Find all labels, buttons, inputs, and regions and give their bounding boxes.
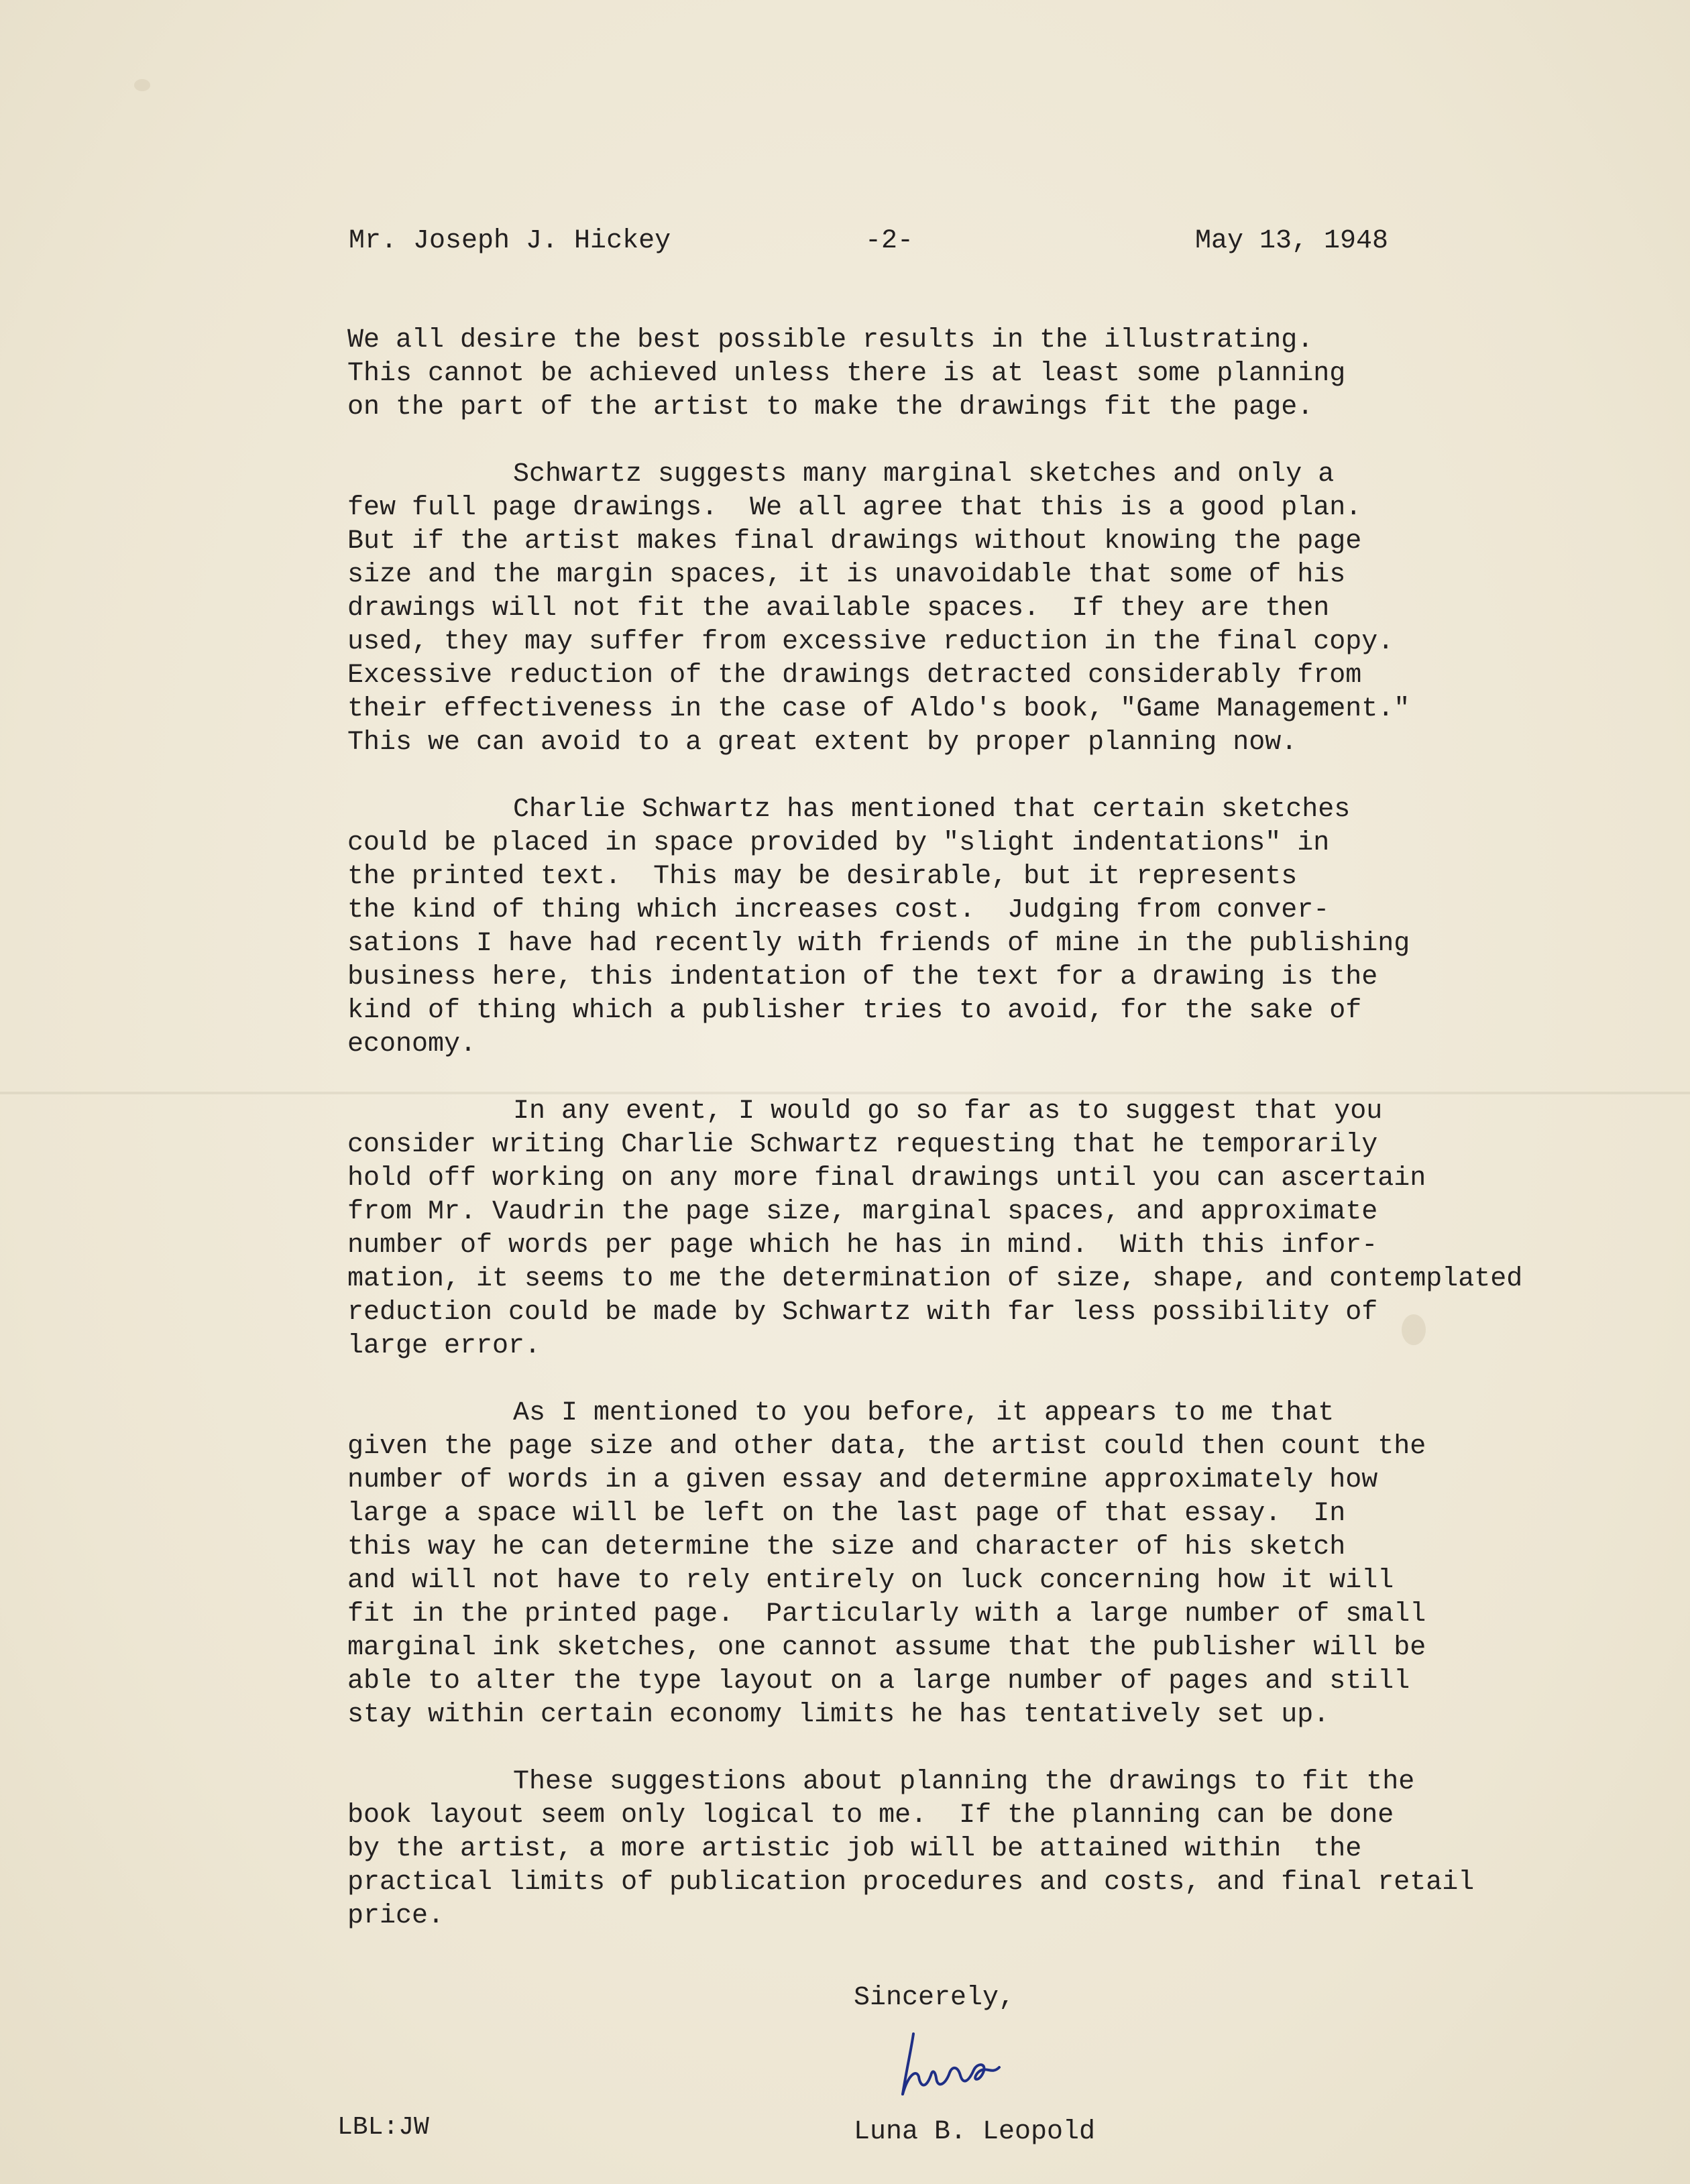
signer-name: Luna B. Leopold: [854, 2117, 1096, 2147]
text-line: price.: [347, 1901, 445, 1931]
text-line: reduction could be made by Schwartz with far less possibility of: [347, 1298, 1378, 1328]
paragraph: [347, 1397, 1662, 1732]
text-line: their effectiveness in the case of Aldo's book, "Game Management.": [347, 694, 1410, 724]
text-line: Charlie Schwartz has mentioned that certain sketches: [513, 795, 1351, 825]
text-line: given the page size and other data, the artist could then count the: [347, 1432, 1426, 1462]
paper-stain: [134, 79, 150, 91]
text-line: on the part of the artist to make the drawings fit the page.: [347, 392, 1314, 422]
text-line: business here, this indentation of the text for a drawing is the: [347, 962, 1378, 992]
text-line: drawings will not fit the available spaces. If they are then: [347, 593, 1330, 624]
text-line: stay within certain economy limits he has tentatively set up.: [347, 1700, 1330, 1730]
text-line: the printed text. This may be desirable, but it represents: [347, 862, 1298, 892]
text-line: book layout seem only logical to me. If the planning can be done: [347, 1800, 1394, 1831]
paragraph: [347, 793, 1662, 1061]
addressee: Mr. Joseph J. Hickey: [349, 226, 671, 256]
text-line: able to alter the type layout on a large number of pages and still: [347, 1666, 1410, 1697]
text-line: number of words in a given essay and determine approximately how: [347, 1465, 1378, 1495]
paragraph: [347, 1766, 1662, 1933]
text-line: economy.: [347, 1029, 477, 1059]
text-line: fit in the printed page. Particularly with a large number of small: [347, 1599, 1426, 1629]
text-line: marginal ink sketches, one cannot assume that the publisher will be: [347, 1633, 1426, 1663]
page-number: -2-: [865, 226, 914, 256]
text-line: by the artist, a more artistic job will be attained within the: [347, 1834, 1362, 1864]
text-line: large a space will be left on the last page of that essay. In: [347, 1499, 1346, 1529]
closing: Sincerely,: [854, 1983, 1015, 2013]
text-line: few full page drawings. We all agree that this is a good plan.: [347, 493, 1362, 523]
letter-date: May 13, 1948: [1195, 226, 1389, 256]
text-line: and will not have to rely entirely on luck concerning how it will: [347, 1566, 1394, 1596]
text-line: large error.: [347, 1331, 541, 1361]
text-line: Schwartz suggests many marginal sketches and only a: [513, 459, 1335, 490]
letter-header: [0, 221, 1690, 262]
text-line: used, they may suffer from excessive reduction in the final copy.: [347, 627, 1394, 657]
text-line: kind of thing which a publisher tries to avoid, for the sake of: [347, 996, 1362, 1026]
paragraph: [347, 458, 1662, 760]
text-line: But if the artist makes final drawings without knowing the page: [347, 526, 1362, 557]
letter-body: [347, 324, 1662, 1967]
text-line: the kind of thing which increases cost. Judging from conver-: [347, 895, 1330, 925]
text-line: This we can avoid to a great extent by proper planning now.: [347, 728, 1298, 758]
text-line: could be placed in space provided by "slight indentations" in: [347, 828, 1330, 858]
text-line: We all desire the best possible results in the illustrating.: [347, 325, 1314, 355]
paragraph: [347, 1095, 1662, 1363]
text-line: Excessive reduction of the drawings detracted considerably from: [347, 660, 1362, 691]
paragraph: [347, 324, 1662, 424]
text-line: this way he can determine the size and character of his sketch: [347, 1532, 1346, 1562]
handwritten-signature: [899, 2028, 1033, 2102]
text-line: consider writing Charlie Schwartz requesting that he temporarily: [347, 1130, 1378, 1160]
text-line: This cannot be achieved unless there is at least some planning: [347, 359, 1346, 389]
text-line: size and the margin spaces, it is unavoidable that some of his: [347, 560, 1346, 590]
text-line: These suggestions about planning the drawings to fit the: [513, 1767, 1415, 1797]
text-line: from Mr. Vaudrin the page size, marginal spaces, and approximate: [347, 1197, 1378, 1227]
typist-initials: LBL:JW: [337, 2113, 429, 2142]
text-line: hold off working on any more final drawings until you can ascertain: [347, 1163, 1426, 1194]
text-line: practical limits of publication procedures and costs, and final retail: [347, 1867, 1475, 1898]
text-line: As I mentioned to you before, it appears to me that: [513, 1398, 1335, 1428]
text-line: In any event, I would go so far as to suggest that you: [513, 1096, 1383, 1127]
text-line: number of words per page which he has in mind. With this infor-: [347, 1230, 1378, 1261]
text-line: mation, it seems to me the determination of size, shape, and contemplated: [347, 1264, 1523, 1294]
text-line: sations I have had recently with friends of mine in the publishing: [347, 929, 1410, 959]
